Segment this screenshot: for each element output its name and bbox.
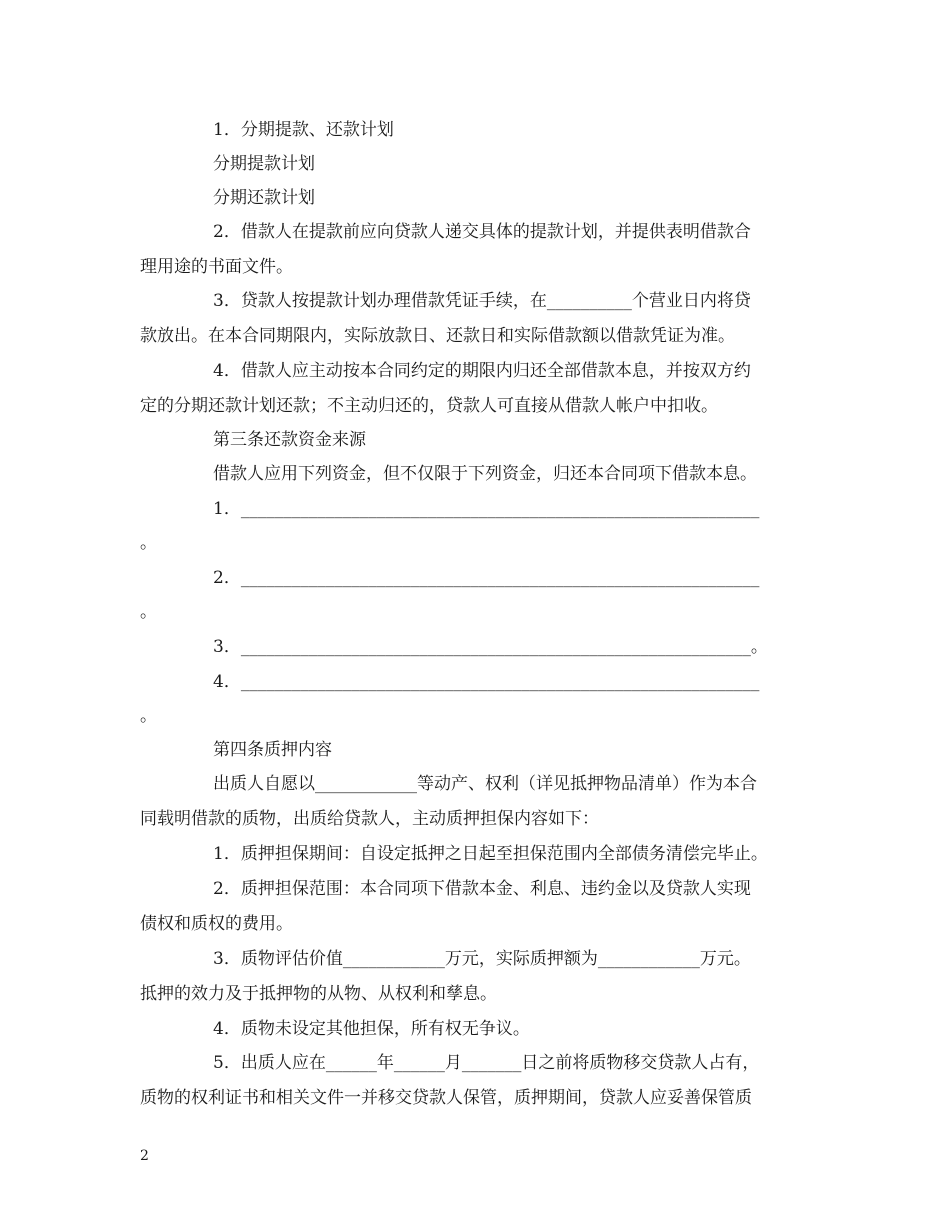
text-line: 分期还款计划 <box>213 188 315 208</box>
text-line: 3．质物评估价值____________万元，实际质押额为____________万元。 <box>213 949 751 969</box>
text-line: 1．质押担保期间：自设定抵押之日起至担保范围内全部债务清偿完毕止。 <box>213 844 768 864</box>
fill-in-line: 3．____________________________________________________________。 <box>213 637 768 657</box>
text-line: 分期提款计划 <box>213 154 315 174</box>
fill-in-line: 2．_____________________________________________________________ <box>213 568 760 588</box>
text-line: 质物的权利证书和相关文件一并移交贷款人保管，质押期间，贷款人应妥善保管质 <box>140 1088 752 1108</box>
section-heading: 第三条还款资金来源 <box>213 430 366 450</box>
text-line: 4．借款人应主动按本合同约定的期限内归还全部借款本息，并按双方约 <box>213 361 751 381</box>
text-line: 理用途的书面文件。 <box>140 257 293 277</box>
text-line: 债权和质权的费用。 <box>140 914 293 934</box>
text-line: 款放出。在本合同期限内，实际放款日、还款日和实际借款额以借款凭证为准。 <box>140 326 735 346</box>
text-line: 2．借款人在提款前应向贷款人递交具体的提款计划，并提供表明借款合 <box>213 222 751 242</box>
text-line: 3．贷款人按提款计划办理借款凭证手续，在__________个营业日内将贷 <box>213 291 751 311</box>
text-line: 1．分期提款、还款计划 <box>213 120 394 140</box>
text-line: 出质人自愿以____________等动产、权利（详见抵押物品清单）作为本合 <box>213 774 757 794</box>
page-number: 2 <box>140 1148 149 1164</box>
section-heading: 第四条质押内容 <box>213 740 332 760</box>
text-line: 2．质押担保范围：本合同项下借款本金、利息、违约金以及贷款人实现 <box>213 879 751 899</box>
text-line: 借款人应用下列资金，但不仅限于下列资金，归还本合同项下借款本息。 <box>213 464 757 484</box>
text-line: 。 <box>140 602 157 622</box>
text-line: 4．质物未设定其他担保，所有权无争议。 <box>213 1019 530 1039</box>
text-line: 5．出质人应在______年______月_______日之前将质物移交贷款人占有， <box>213 1053 760 1073</box>
text-line: 。 <box>140 533 157 553</box>
text-line: 抵押的效力及于抵押物的从物、从权利和孳息。 <box>140 984 497 1004</box>
text-line: 。 <box>140 706 157 726</box>
text-line: 定的分期还款计划还款；不主动归还的，贷款人可直接从借款人帐户中扣收。 <box>140 396 718 416</box>
text-line: 同载明借款的质物，出质给贷款人，主动质押担保内容如下： <box>140 809 599 829</box>
fill-in-line: 1．_____________________________________________________________ <box>213 499 760 519</box>
fill-in-line: 4．_____________________________________________________________ <box>213 672 760 692</box>
